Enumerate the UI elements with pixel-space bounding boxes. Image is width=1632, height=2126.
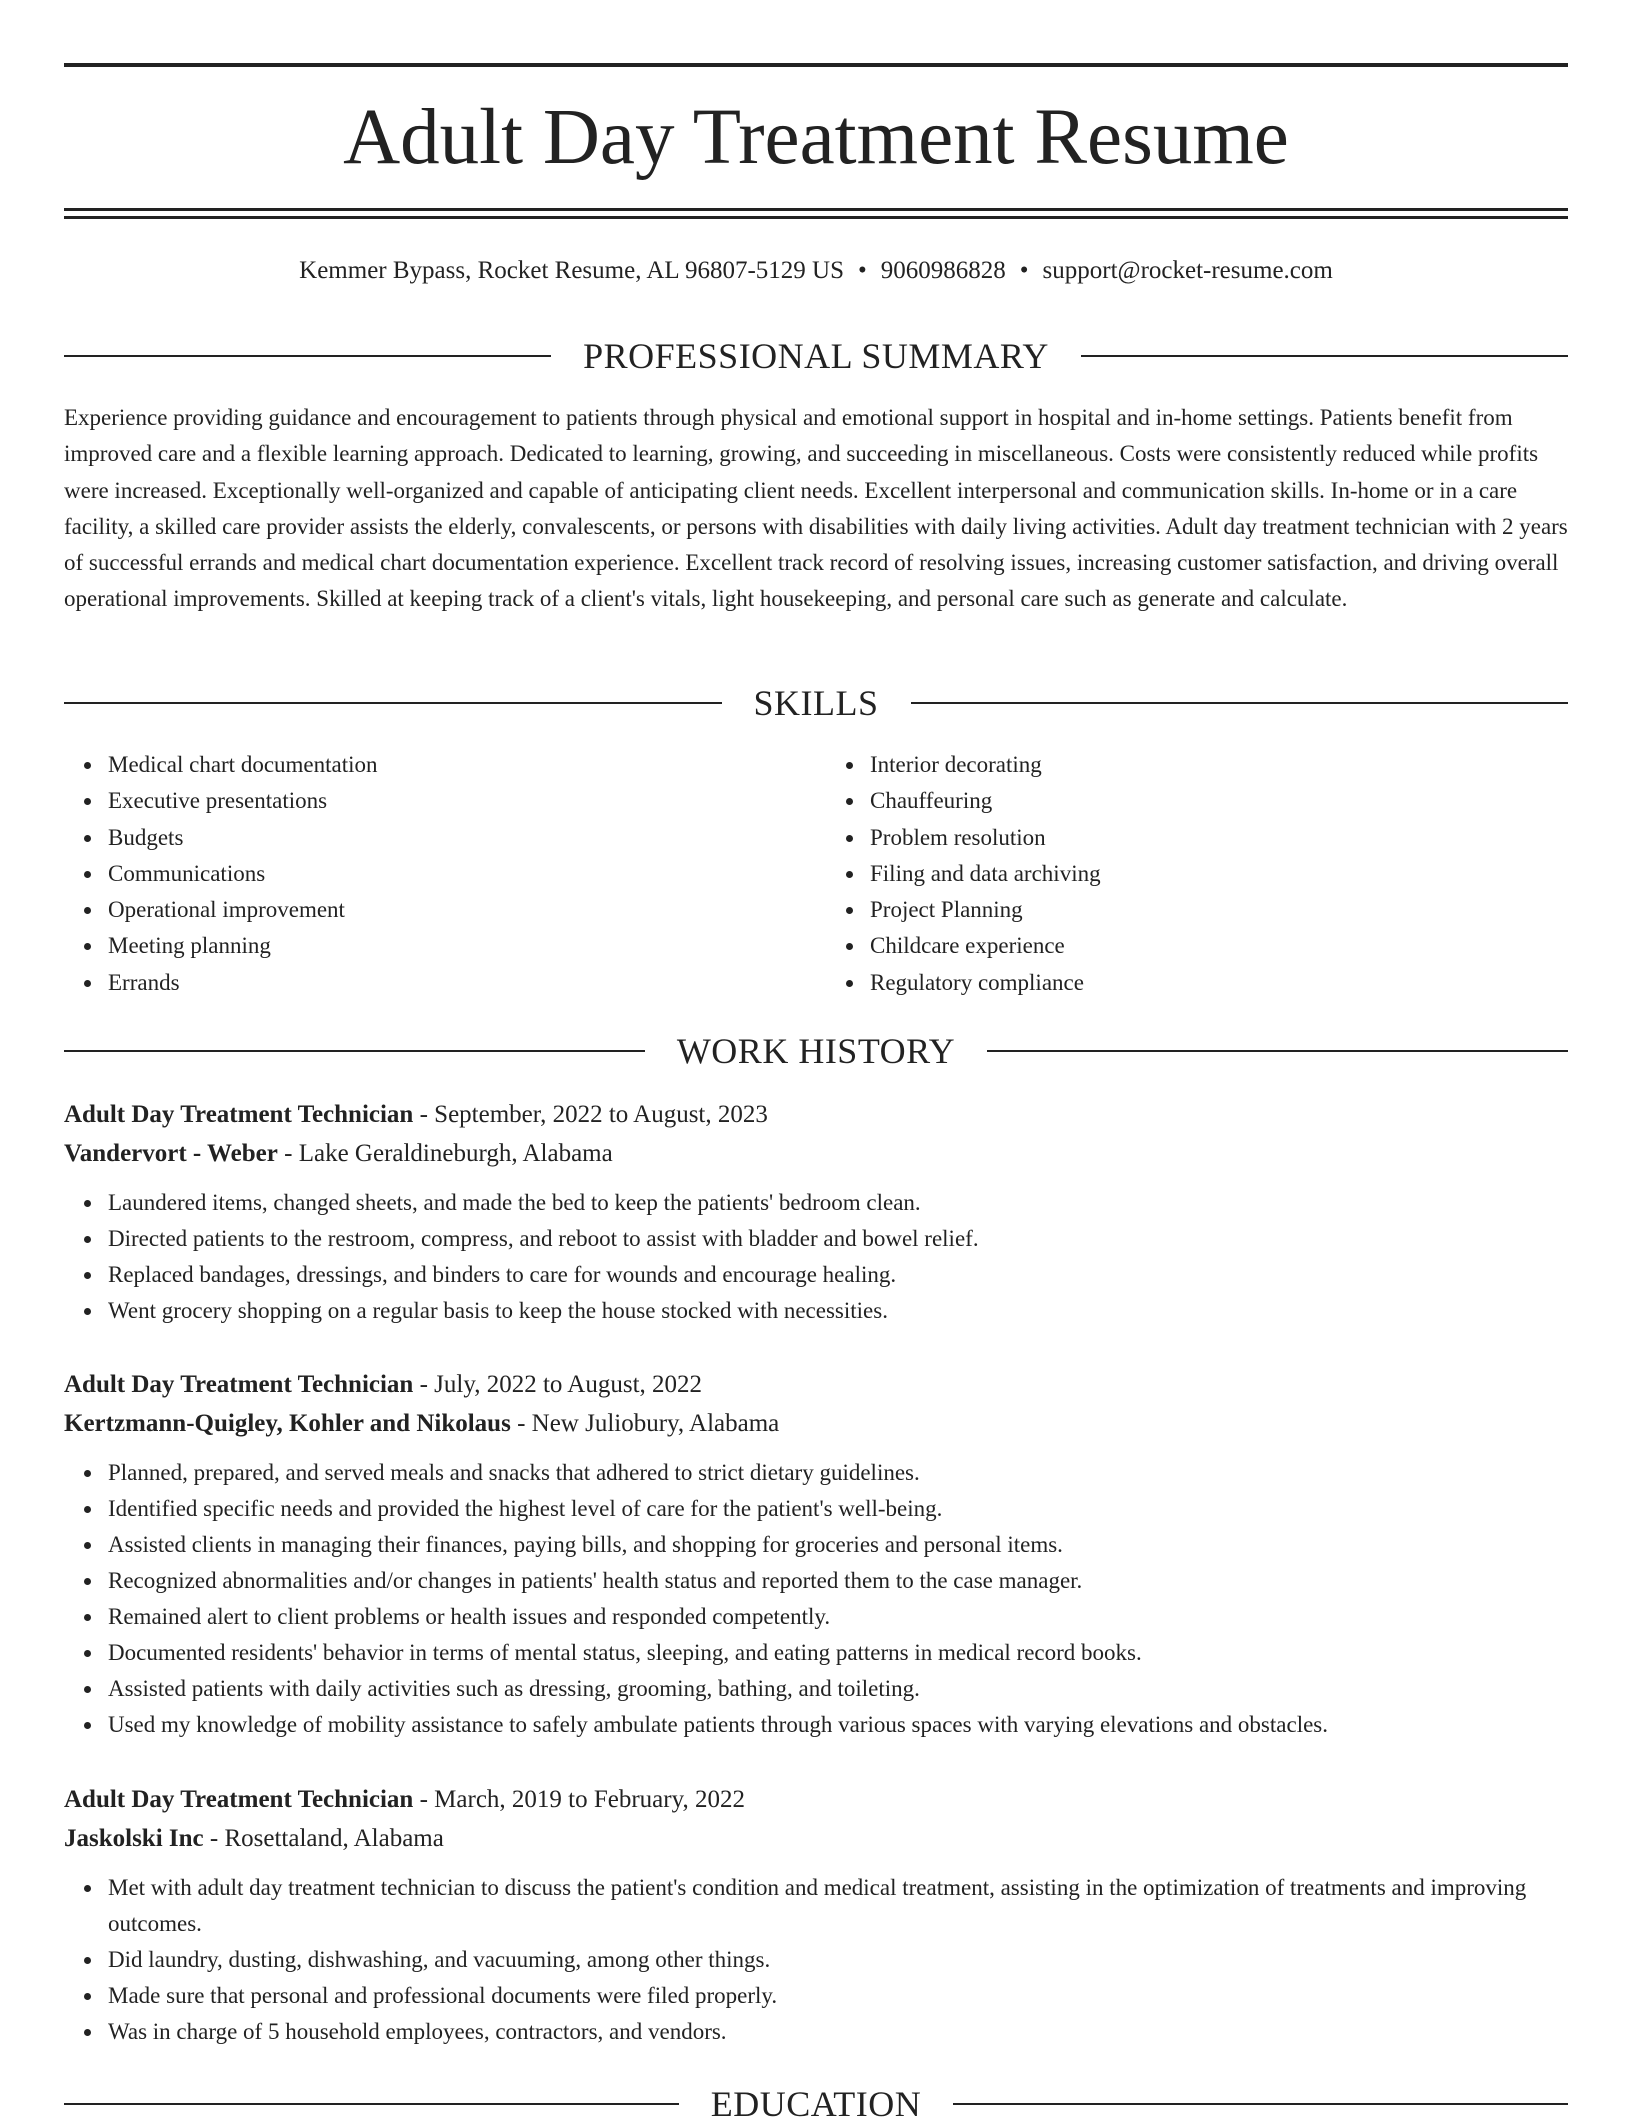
section-rule-left (64, 2103, 679, 2105)
job-dates: - March, 2019 to February, 2022 (413, 1786, 745, 1813)
job-bullets (64, 1185, 1568, 1329)
job-location: - New Juliobury, Alabama (510, 1410, 780, 1437)
job-company: Kertzmann-Quigley, Kohler and Nikolaus (64, 1410, 511, 1437)
skill-item: Budgets (108, 820, 806, 856)
skill-item: Errands (108, 965, 806, 1001)
job-bullet: Did laundry, dusting, dishwashing, and vacuuming, among other things. (108, 1942, 1568, 1978)
section-title: EDUCATION (710, 2084, 922, 2124)
section-title: PROFESSIONAL SUMMARY (583, 336, 1049, 376)
job-bullets (64, 1455, 1568, 1743)
section-title: SKILLS (753, 683, 879, 723)
section-rule-right (1081, 355, 1568, 357)
job-bullet: Laundered items, changed sheets, and made the bed to keep the patients' bedroom clean. (108, 1185, 1568, 1221)
job-bullet: Used my knowledge of mobility assistance to safely ambulate patients through various spaces with varying elevations and obstacles. (108, 1707, 1568, 1743)
top-rule (64, 63, 1568, 67)
job-location: - Rosettaland, Alabama (203, 1825, 444, 1852)
skill-item: Childcare experience (870, 928, 1568, 964)
title-rule-lower (64, 216, 1568, 219)
job-location: - Lake Geraldineburgh, Alabama (277, 1140, 613, 1167)
skill-item: Interior decorating (870, 747, 1568, 783)
job-title: Adult Day Treatment Technician (64, 1786, 414, 1813)
job-title: Adult Day Treatment Technician (64, 1371, 414, 1398)
section-header-education (64, 2082, 1568, 2126)
bullet-separator: • (1019, 257, 1029, 284)
job-company: Vandervort - Weber (64, 1140, 278, 1167)
page-title: Adult Day Treatment Resume (343, 94, 1289, 181)
skills-column-right (826, 747, 1568, 1001)
section-header-skills (64, 681, 1568, 725)
section-rule-right (953, 2103, 1568, 2105)
job-bullet: Recognized abnormalities and/or changes in patients' health status and reported them to the case manager. (108, 1563, 1568, 1599)
section-title: WORK HISTORY (676, 1031, 956, 1071)
title-rule-upper (64, 208, 1568, 211)
skill-item: Meeting planning (108, 928, 806, 964)
skill-item: Chauffeuring (870, 783, 1568, 819)
section-header-summary (64, 334, 1568, 378)
job-title-line (64, 1365, 1568, 1404)
job-bullet: Replaced bandages, dressings, and binders to care for wounds and encourage healing. (108, 1257, 1568, 1293)
bullet-separator: • (858, 257, 867, 284)
contact-phone: 9060986828 (880, 257, 1006, 284)
section-rule-right (987, 1050, 1568, 1052)
job-bullet: Met with adult day treatment technician to discuss the patient's condition and medical treatment, assisting in the optimization of treatments and improving outcomes. (108, 1870, 1568, 1942)
job-title: Adult Day Treatment Technician (64, 1101, 414, 1128)
job-entry (64, 1095, 1568, 1329)
skill-item: Project Planning (870, 892, 1568, 928)
contact-address: Kemmer Bypass, Rocket Resume, AL 96807-5129 US (299, 257, 845, 284)
job-bullet: Directed patients to the restroom, compress, and reboot to assist with bladder and bowel relief. (108, 1221, 1568, 1257)
job-bullets (64, 1870, 1568, 2050)
job-dates: - July, 2022 to August, 2022 (413, 1371, 703, 1398)
skill-item: Regulatory compliance (870, 965, 1568, 1001)
section-rule-left (64, 355, 551, 357)
section-rule-left (64, 1050, 645, 1052)
job-bullet: Assisted patients with daily activities such as dressing, grooming, bathing, and toileting. (108, 1671, 1568, 1707)
skill-item: Medical chart documentation (108, 747, 806, 783)
job-company: Jaskolski Inc (64, 1825, 204, 1852)
skill-item: Executive presentations (108, 783, 806, 819)
job-bullet: Assisted clients in managing their finances, paying bills, and shopping for groceries and personal items. (108, 1527, 1568, 1563)
skill-item: Communications (108, 856, 806, 892)
job-company-line (64, 1134, 1568, 1173)
job-bullet: Was in charge of 5 household employees, contractors, and vendors. (108, 2014, 1568, 2050)
summary-text: Experience providing guidance and encouragement to patients through physical and emotional support in hospital and in-home settings. Patients benefit from improved care and a flexible learning approach. Dedicated to learning, growing, and succeeding in miscellaneous. Costs were consistently reduced while profits were increased. Exceptionally well-organized and capable of anticipating client needs. Excellent interpersonal and communication skills. In-home or in a care facility, a skilled care provider assists the elderly, convalescents, or persons with disabilities with daily living activities. Adult day treatment technician with 2 years of successful errands and medical chart documentation experience. Excellent track record of resolving issues, increasing customer satisfaction, and driving overall operational improvements. Skilled at keeping track of a client's vitals, light housekeeping, and personal care such as generate and calculate. (64, 405, 1568, 612)
section-rule-left (64, 702, 722, 704)
job-entry (64, 1365, 1568, 1743)
job-dates: - September, 2022 to August, 2023 (413, 1101, 768, 1128)
contact-line (64, 254, 1568, 288)
job-bullet: Went grocery shopping on a regular basis to keep the house stocked with necessities. (108, 1293, 1568, 1329)
job-title-line (64, 1095, 1568, 1134)
job-company-line (64, 1819, 1568, 1858)
job-bullet: Identified specific needs and provided the highest level of care for the patient's well-being. (108, 1491, 1568, 1527)
section-rule-right (911, 702, 1569, 704)
job-bullet: Remained alert to client problems or health issues and responded competently. (108, 1599, 1568, 1635)
skill-item: Operational improvement (108, 892, 806, 928)
job-bullet: Planned, prepared, and served meals and snacks that adhered to strict dietary guidelines. (108, 1455, 1568, 1491)
job-bullet: Made sure that personal and professional documents were filed properly. (108, 1978, 1568, 2014)
job-entry (64, 1780, 1568, 2050)
skills-column-left (64, 747, 806, 1001)
job-company-line (64, 1404, 1568, 1443)
section-header-work-history (64, 1029, 1568, 1073)
job-bullet: Documented residents' behavior in terms of mental status, sleeping, and eating patterns in medical record books. (108, 1635, 1568, 1671)
contact-email: support@rocket-resume.com (1042, 257, 1333, 284)
job-title-line (64, 1780, 1568, 1819)
skill-item: Filing and data archiving (870, 856, 1568, 892)
skill-item: Problem resolution (870, 820, 1568, 856)
skills-list (64, 747, 1568, 1001)
